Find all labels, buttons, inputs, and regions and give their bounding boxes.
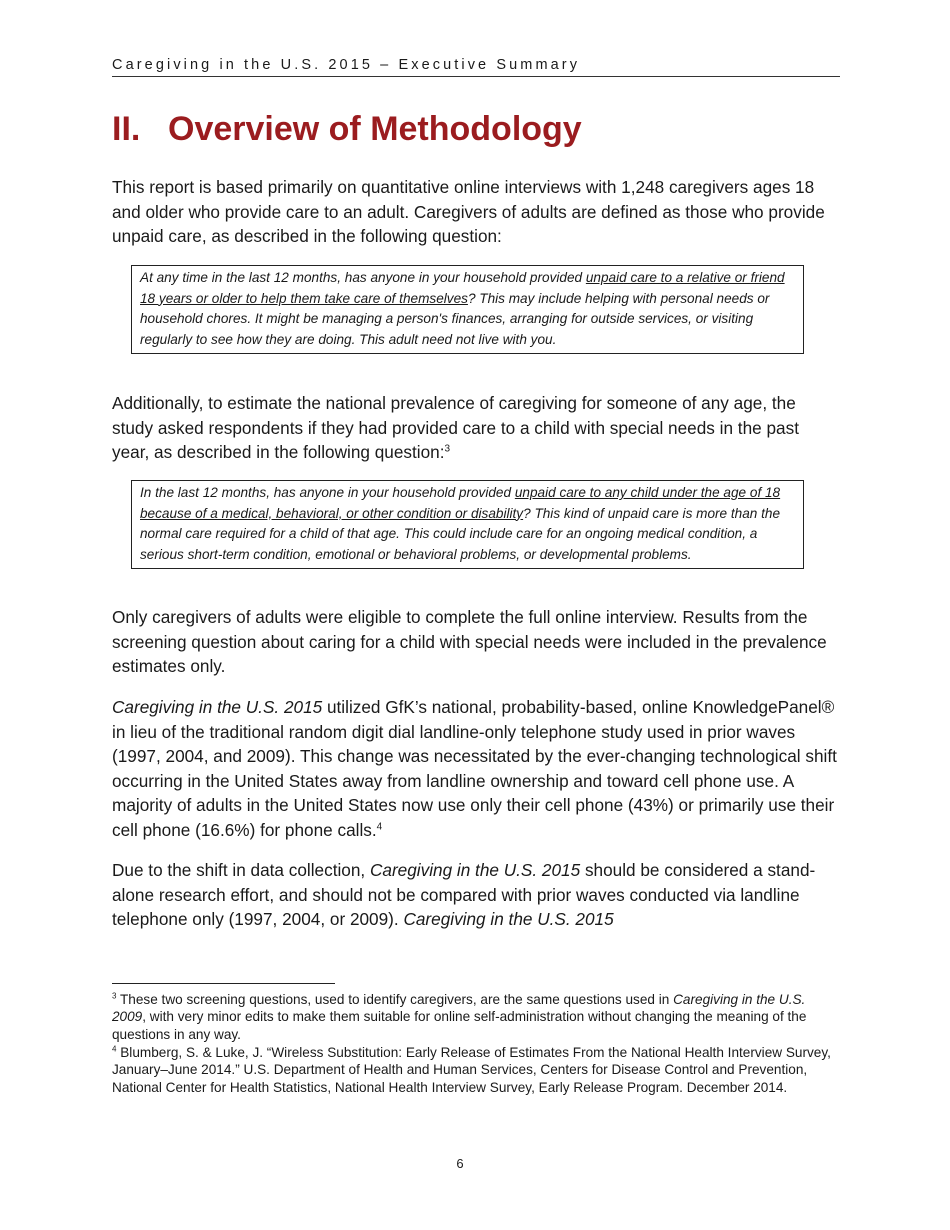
adult-care-question-box: At any time in the last 12 months, has anyone in your household provided unpaid care to a relative or friend 18 years or older to help them take care of themselves? This may include helping with personal needs or household chores. It might be managing a person's finances, arranging for outside services, or visiting regularly to see how they are doing. This adult need not live with you.: [131, 265, 804, 354]
data-shift-paragraph: Due to the shift in data collection, Caregiving in the U.S. 2015 should be considered a stand-alone research effort, and should not be compared with prior waves conducted via landline telephone only (1997, 2004, or 2009). Caregiving in the U.S. 2015: [112, 860, 816, 930]
intro-paragraph: This report is based primarily on quantitative online interviews with 1,248 caregivers ages 18 and older who provide care to an adult. Caregivers of adults are defined as those who provide unpaid care, as described in the following question:: [112, 177, 825, 247]
footnote-divider: [112, 983, 335, 984]
child-care-paragraph: Additionally, to estimate the national prevalence of caregiving for someone of any age, the study asked respondents if they had provided care to a child with special needs in the past year, as described in the following question:$^3$: [112, 393, 799, 463]
methodology-paragraph: Caregiving in the U.S. 2015 utilized GfK’s national, probability-based, online KnowledgePanel® in lieu of the traditional random digit dial landline-only telephone study used in prior waves (1997, 2004, and 2009). This change was necessitated by the ever-changing technological shift occurring in the United States away from landline ownership and toward cell phone use. A majority of adults in the United States now use only their cell phone (43%) or primarily use their cell phone (16.6%) for phone calls.$^4$: [112, 697, 837, 840]
footnote-4: $^4$ Blumberg, S. & Luke, J. “Wireless Substitution: Early Release of Estimates From the National Health Interview Survey, January–June 2014.” U.S. Department of Health and Human Services, Centers for Disease Control and Prevention, National Center for Health Statistics, National Health Interview Survey, Early Release Program. December 2014.: [112, 1044, 831, 1095]
child-care-question-box: In the last 12 months, has anyone in your household provided unpaid care to any child under the age of 18 because of a medical, behavioral, or other condition or disability? This kind of unpaid care is more than the normal care required for a child of that age. This could include care for an ongoing medical condition, a serious short-term condition, emotional or behavioral problems, or developmental problems.: [131, 480, 804, 569]
footnote-3: $^3$ These two screening questions, used to identify caregivers, are the same questions used in Caregiving in the U.S. 2009, with very minor edits to make them suitable for online self-administration without changing the meaning of the questions in any way.: [112, 991, 807, 1042]
footnote-ref-3[interactable]: 3: [444, 443, 451, 455]
section-title: Overview of Methodology: [168, 110, 582, 148]
running-header: Caregiving in the U.S. 2015 – Executive Summary: [112, 57, 840, 77]
footnote-ref-4[interactable]: 4: [376, 821, 383, 833]
section-heading: [112, 110, 582, 149]
eligibility-paragraph: Only caregivers of adults were eligible to complete the full online interview. Results from the screening question about caring for a child with special needs were included in the prevalence estimates only.: [112, 607, 827, 677]
section-number: II.: [112, 110, 141, 148]
page-number: 6: [456, 1156, 464, 1171]
